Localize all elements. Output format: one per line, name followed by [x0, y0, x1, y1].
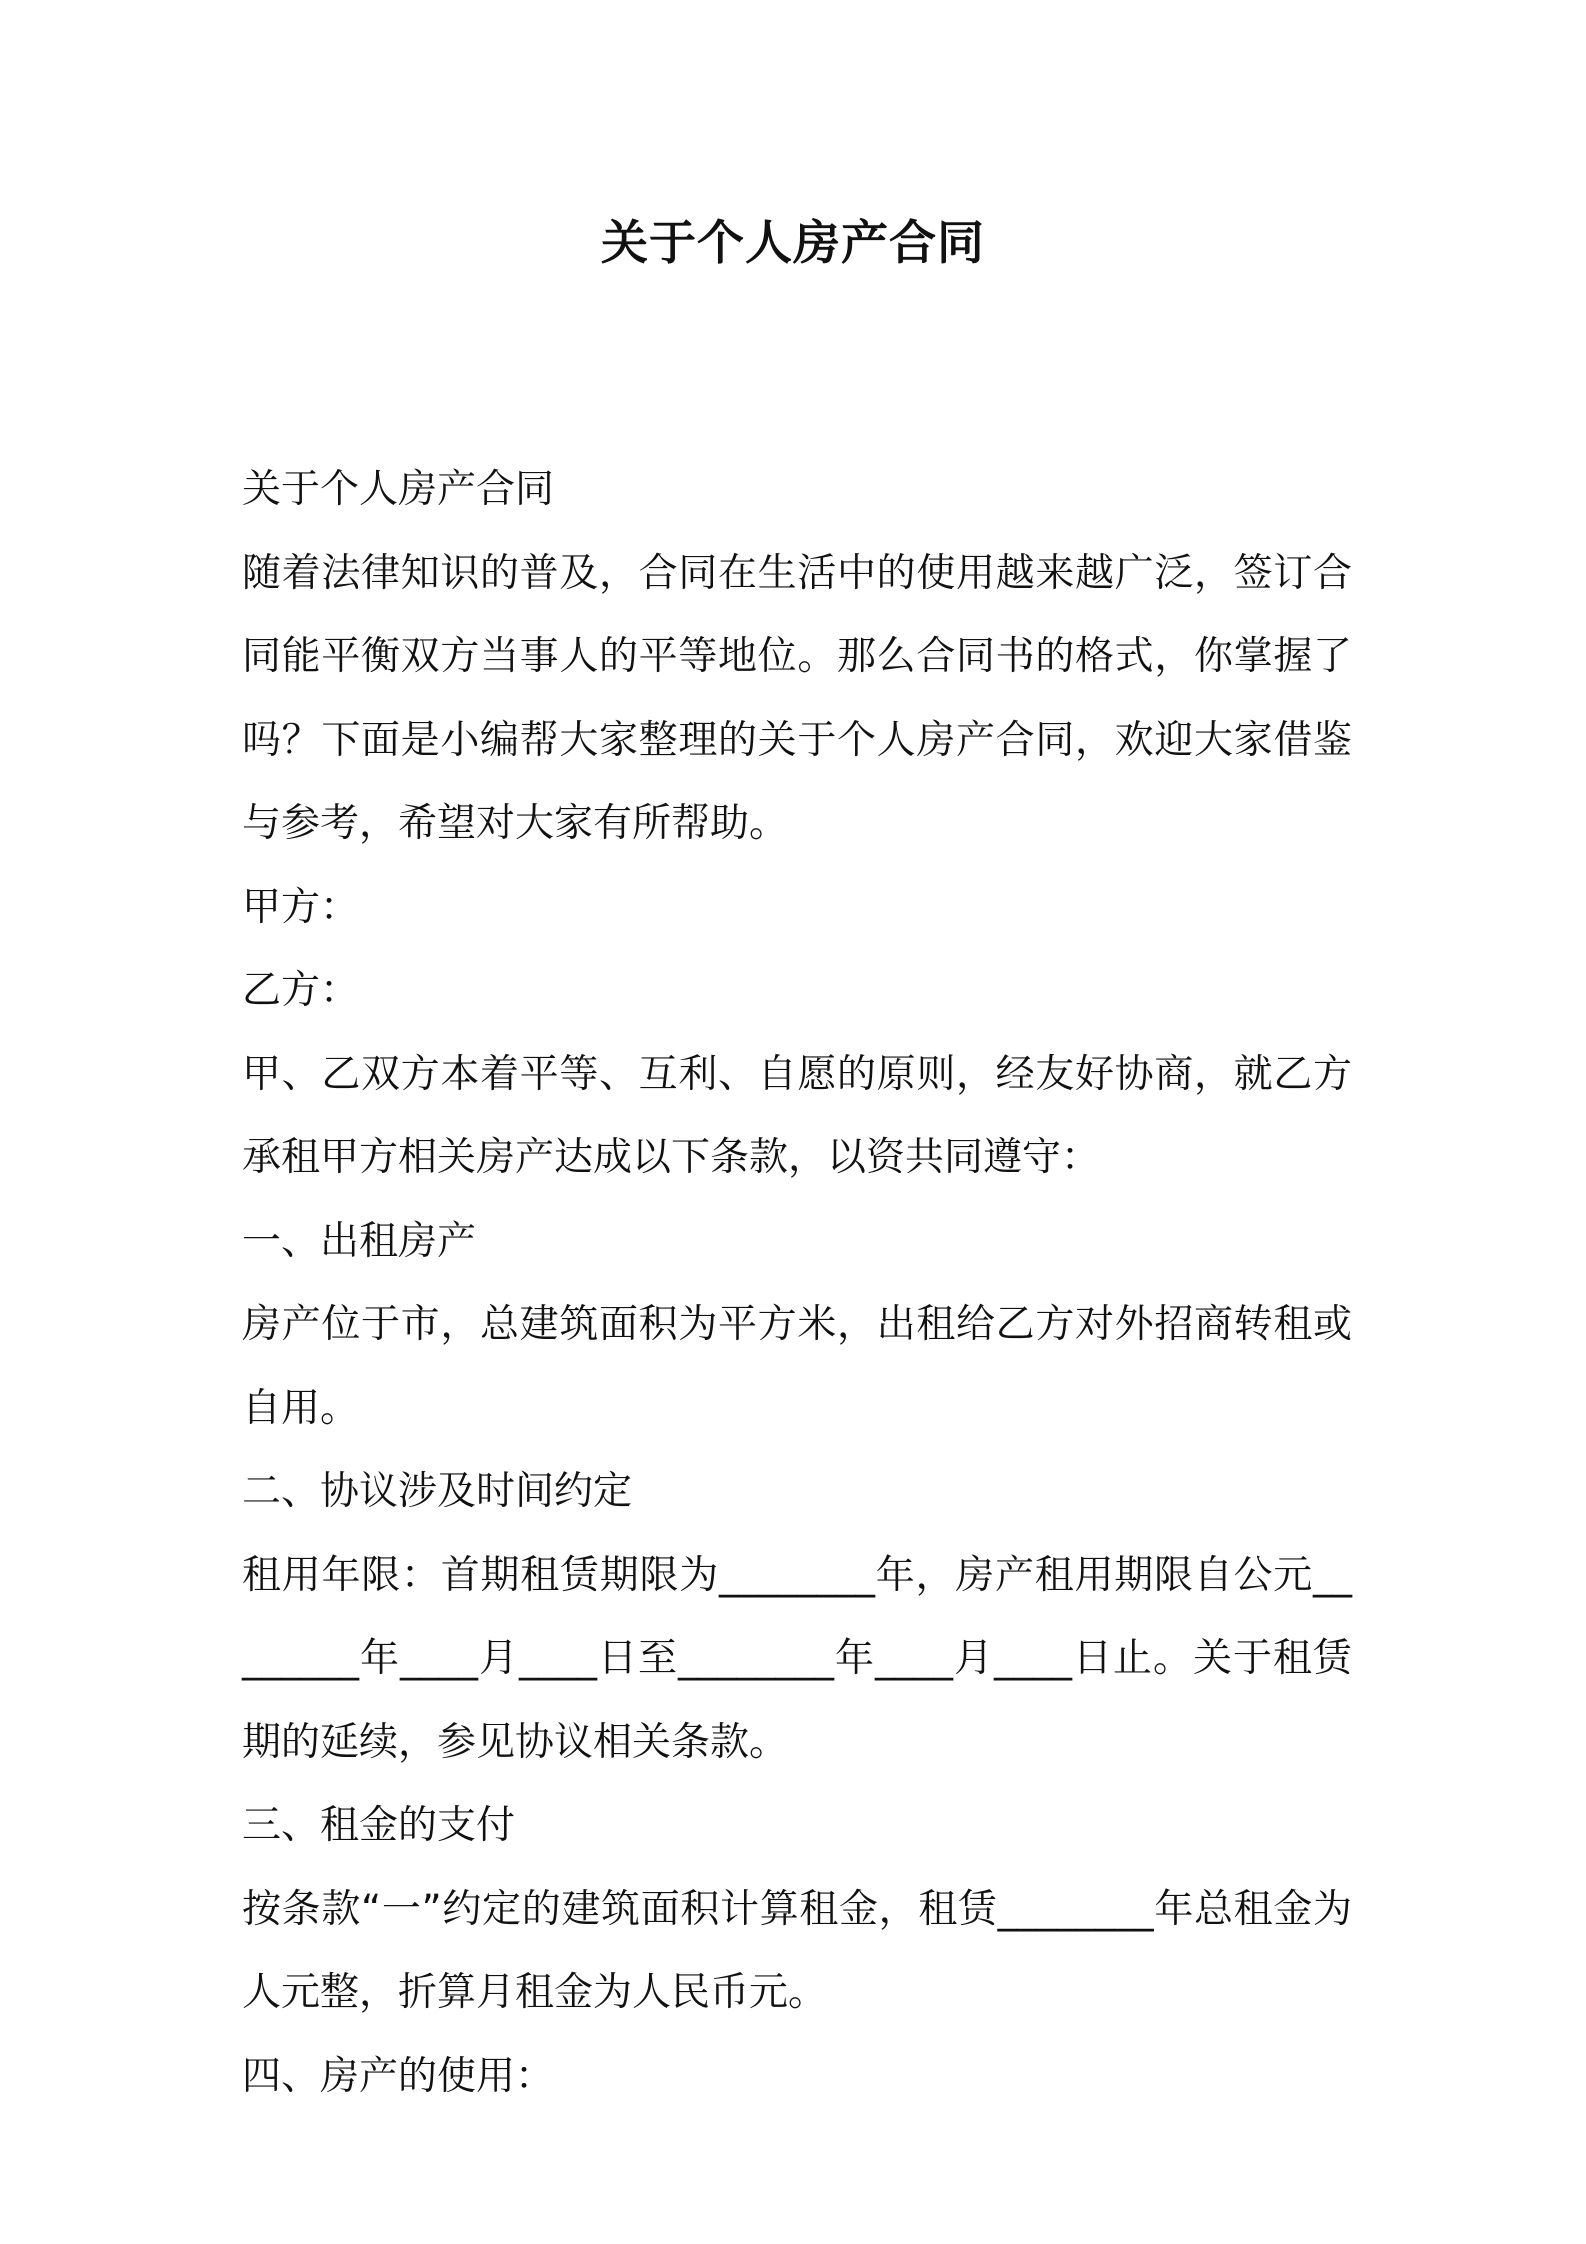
section-heading-1: 一、出租房产	[242, 1218, 477, 1264]
document-body	[242, 448, 1352, 2118]
paragraph-party-b: 乙方：	[242, 968, 360, 1013]
section-heading-3: 三、租金的支付	[242, 1803, 516, 1848]
paragraph-party-a: 甲方：	[242, 884, 360, 930]
document-title: 关于个人房产合同	[601, 216, 985, 271]
paragraph-rent: 按条款“一”约定的建筑面积计算租金，租赁________年总租金为人元整，折算月租金为人民币元。	[242, 1886, 1352, 2015]
paragraph-agreement-basis: 甲、乙双方本着平等、互利、自愿的原则，经友好协商，就乙方承租甲方相关房产达成以下条款，以资共同遵守：	[242, 1051, 1352, 1180]
section-heading-4: 四、房产的使用：	[242, 2053, 555, 2099]
paragraph-lease-term: 租用年限：首期租赁期限为________年，房产租用期限自公元________年____月____日至________年____月____日止。关于租赁期的延续，参见协议相关条款。	[242, 1552, 1352, 1765]
paragraph-intro: 随着法律知识的普及，合同在生活中的使用越来越广泛，签订合同能平衡双方当事人的平等地位。那么合同书的格式，你掌握了吗？下面是小编帮大家整理的关于个人房产合同，欢迎大家借鉴与参考，希望对大家有所帮助。	[242, 550, 1352, 846]
paragraph-subtitle: 关于个人房产合同	[242, 467, 555, 512]
paragraph-property: 房产位于市，总建筑面积为平方米，出租给乙方对外招商转租或自用。	[242, 1302, 1352, 1431]
section-heading-2: 二、协议涉及时间约定	[242, 1469, 633, 1514]
